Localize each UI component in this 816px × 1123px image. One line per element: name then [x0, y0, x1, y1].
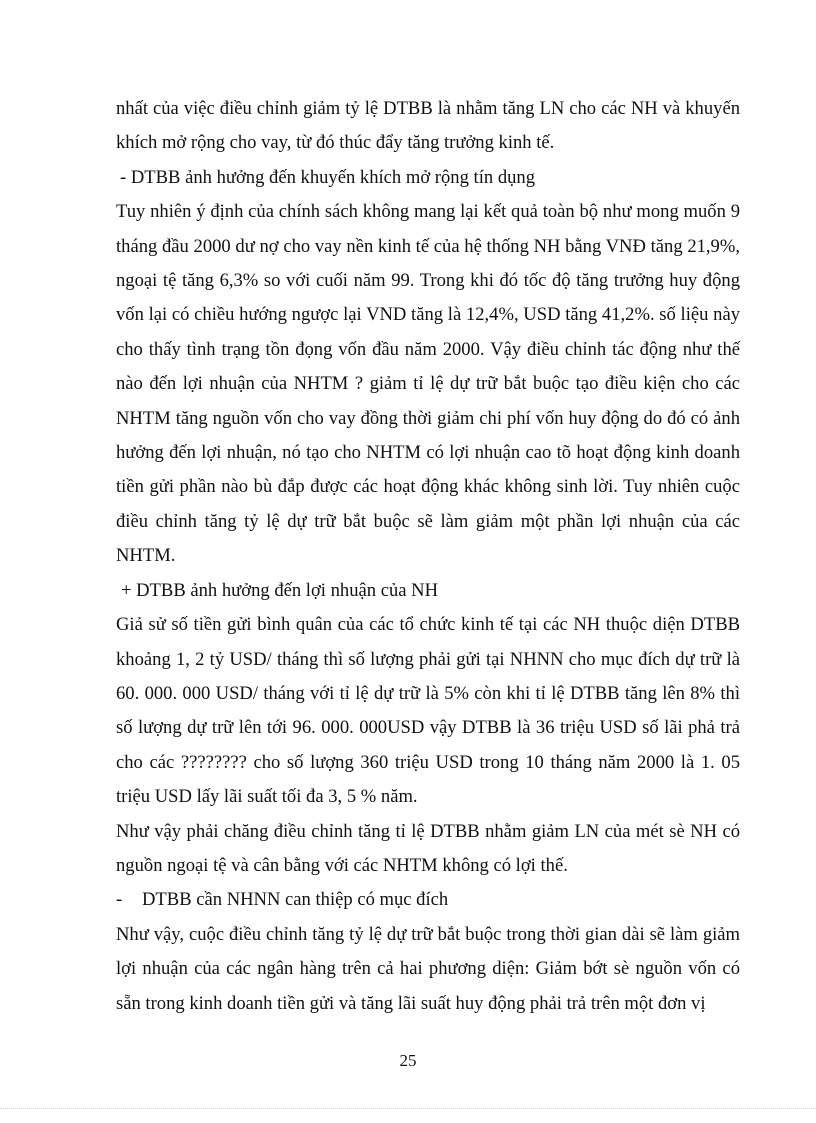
text-line: Như vậy phải chăng điều chỉnh tăng tỉ lệ DTBB nhằm giảm LN của mét sè NH có: [116, 820, 740, 842]
page-number: 25: [399, 1051, 417, 1070]
text-line: lợi nhuận của các ngân hàng trên cả hai phương diện: Giảm bớt sè nguồn vốn có: [116, 958, 740, 980]
section-heading-credit: - DTBB ảnh hưởng đến khuyến khích mở rộng tín dụng: [120, 166, 536, 188]
body-text: [116, 92, 740, 1021]
text-line: tháng đầu 2000 dư nợ cho vay nền kinh tế của hệ thống NH bằng VNĐ tăng 21,9%,: [116, 235, 740, 257]
footer-divider: [0, 1108, 816, 1109]
paragraph-conclusion: [116, 815, 740, 884]
text-line: khoảng 1, 2 tỷ USD/ tháng thì số lượng phải gửi tại NHNN cho mục đích dự trữ là: [116, 648, 740, 670]
text-line: cho các ???????? cho số lượng 360 triệu USD trong 10 tháng năm 2000 là 1. 05: [116, 751, 740, 773]
text-line: Như vậy, cuộc điều chỉnh tăng tỷ lệ dự trữ bắt buộc trong thời gian dài sẽ làm giảm: [116, 923, 740, 945]
list-dash-marker: -: [116, 889, 123, 911]
text-line: số lượng dự trữ lên tới 96. 000. 000USD vậy DTBB là 36 triệu USD số lãi phả trả: [116, 717, 740, 739]
text-line: triệu USD lấy lãi suất tối đa 3, 5 % năm.: [116, 786, 418, 808]
text-line: Tuy nhiên ý định của chính sách không mang lại kết quả toàn bộ như mong muốn 9: [116, 201, 740, 223]
paragraph-profit: [116, 608, 740, 814]
section-heading-profit: + DTBB ảnh hưởng đến lợi nhuận của NH: [121, 579, 439, 601]
text-line: khích mở rộng cho vay, từ đó thúc đẩy tăng trưởng kinh tế.: [116, 132, 555, 154]
text-line: vốn lại có chiều hướng ngược lại VND tăng là 12,4%, USD tăng 41,2%. số liệu này: [116, 304, 740, 326]
text-line: NHTM.: [116, 545, 176, 567]
text-line: tiền gửi phần nào bù đắp được các hoạt động khác không sinh lời. Tuy nhiên cuộc: [116, 476, 740, 498]
text-line: sẵn trong kinh doanh tiền gửi và tăng lãi suất huy động phải trả trên một đơn vị: [116, 992, 706, 1014]
text-line: nguồn ngoại tệ và cân bằng với các NHTM không có lợi thế.: [116, 854, 568, 876]
text-line: nhất của việc điều chỉnh giảm tỷ lệ DTBB là nhằm tăng LN cho các NH và khuyến: [116, 98, 740, 119]
text-line: NHTM tăng nguồn vốn cho vay đồng thời giảm chi phí vốn huy động do đó có ảnh: [116, 407, 740, 429]
section-heading-intervention: [116, 883, 740, 917]
paragraph-final: [116, 918, 740, 1021]
text-line: hưởng đến lợi nhuận, nó tạo cho NHTM có lợi nhuận cao tõ hoạt động kinh doanh: [116, 442, 740, 464]
text-line: 60. 000. 000 USD/ tháng với tỉ lệ dự trữ là 5% còn khi tỉ lệ DTBB tăng lên 8% thì: [116, 682, 740, 704]
text-line: Giả sử số tiền gửi bình quân của các tổ chức kinh tế tại các NH thuộc diện DTBB: [116, 614, 740, 636]
text-line: nào đến lợi nhuận của NHTM ? giảm tỉ lệ dự trữ bắt buộc tạo điều kiện cho các: [116, 373, 740, 395]
section-heading-label: DTBB cần NHNN can thiệp có mục đích: [142, 889, 449, 911]
paragraph-intro: [116, 92, 740, 161]
text-line: ngoại tệ tăng 6,3% so với cuối năm 99. Trong khi đó tốc độ tăng trưởng huy động: [116, 270, 740, 292]
text-line: cho thấy tình trạng tồn đọng vốn đầu năm 2000. Vậy điều chỉnh tác động như thế: [116, 338, 740, 360]
text-line: điều chỉnh tăng tỷ lệ dự trữ bắt buộc sẽ làm giảm một phần lợi nhuận của các: [116, 510, 740, 532]
paragraph-credit: [116, 195, 740, 573]
